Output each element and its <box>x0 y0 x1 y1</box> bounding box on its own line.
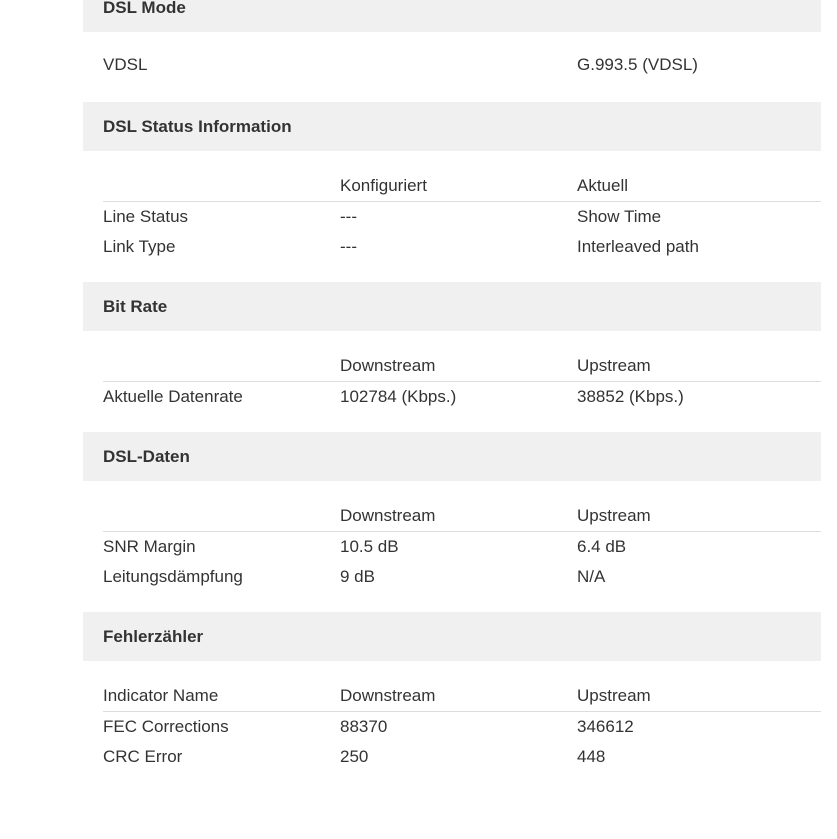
bit-rate-header <box>83 282 821 331</box>
dsl-mode-value: G.993.5 (VDSL) <box>577 55 698 74</box>
column-header: Downstream <box>340 506 436 525</box>
dsl-mode-header <box>83 0 821 32</box>
dsl-status-title: DSL Status Information <box>103 116 292 136</box>
column-header: Konfiguriert <box>340 176 427 195</box>
dsl-status-header <box>83 102 821 151</box>
dsl-daten-header <box>83 432 821 481</box>
dsl-mode-title: DSL Mode <box>103 0 186 17</box>
table-header-row <box>103 501 821 532</box>
cell-value: 10.5 dB <box>340 537 399 556</box>
table-row <box>103 712 821 742</box>
table-row <box>103 382 821 412</box>
cell-value: --- <box>340 237 357 256</box>
bit-rate-title: Bit Rate <box>103 296 168 316</box>
row-label: SNR Margin <box>103 537 196 556</box>
column-header: Upstream <box>577 356 651 375</box>
row-label: CRC Error <box>103 747 183 766</box>
cell-value: 38852 (Kbps.) <box>577 387 684 406</box>
column-header: Aktuell <box>577 176 629 195</box>
cell-value: 6.4 dB <box>577 537 627 556</box>
row-label: Leitungsdämpfung <box>103 567 243 586</box>
cell-value: 346612 <box>577 717 634 736</box>
fehlerzaehler-table <box>83 661 821 792</box>
table-row <box>103 532 821 562</box>
table-header-row <box>103 681 821 712</box>
fehlerzaehler-title: Fehlerzähler <box>103 626 204 646</box>
row-label: Line Status <box>103 207 189 226</box>
cell-value: 88370 <box>340 717 388 736</box>
cell-value: 9 dB <box>340 567 375 586</box>
table-header-row <box>103 351 821 382</box>
cell-value: 102784 (Kbps.) <box>340 387 457 406</box>
fehlerzaehler-header <box>83 612 821 661</box>
cell-value: 250 <box>340 747 369 766</box>
cell-value: --- <box>340 207 357 226</box>
dsl-mode-row <box>103 48 821 82</box>
dsl-daten-table <box>83 481 821 612</box>
cell-value: Show Time <box>577 207 662 226</box>
bit-rate-table <box>83 331 821 432</box>
dsl-info-panel <box>83 0 821 792</box>
cell-value: Interleaved path <box>577 237 699 256</box>
dsl-mode-body <box>83 32 821 102</box>
row-label: Aktuelle Datenrate <box>103 387 243 406</box>
column-header: Downstream <box>340 356 436 375</box>
dsl-status-table <box>83 151 821 282</box>
column-header: Upstream <box>577 686 651 705</box>
table-header-row <box>103 171 821 202</box>
table-row <box>103 202 821 232</box>
table-row <box>103 742 821 772</box>
table-row <box>103 562 821 592</box>
column-header: Indicator Name <box>103 686 219 705</box>
cell-value: 448 <box>577 747 606 766</box>
column-header: Downstream <box>340 686 436 705</box>
dsl-daten-title: DSL-Daten <box>103 446 190 466</box>
cell-value: N/A <box>577 567 606 586</box>
column-header: Upstream <box>577 506 651 525</box>
row-label: FEC Corrections <box>103 717 229 736</box>
table-row <box>103 232 821 262</box>
dsl-mode-label: VDSL <box>103 55 148 74</box>
row-label: Link Type <box>103 237 176 256</box>
